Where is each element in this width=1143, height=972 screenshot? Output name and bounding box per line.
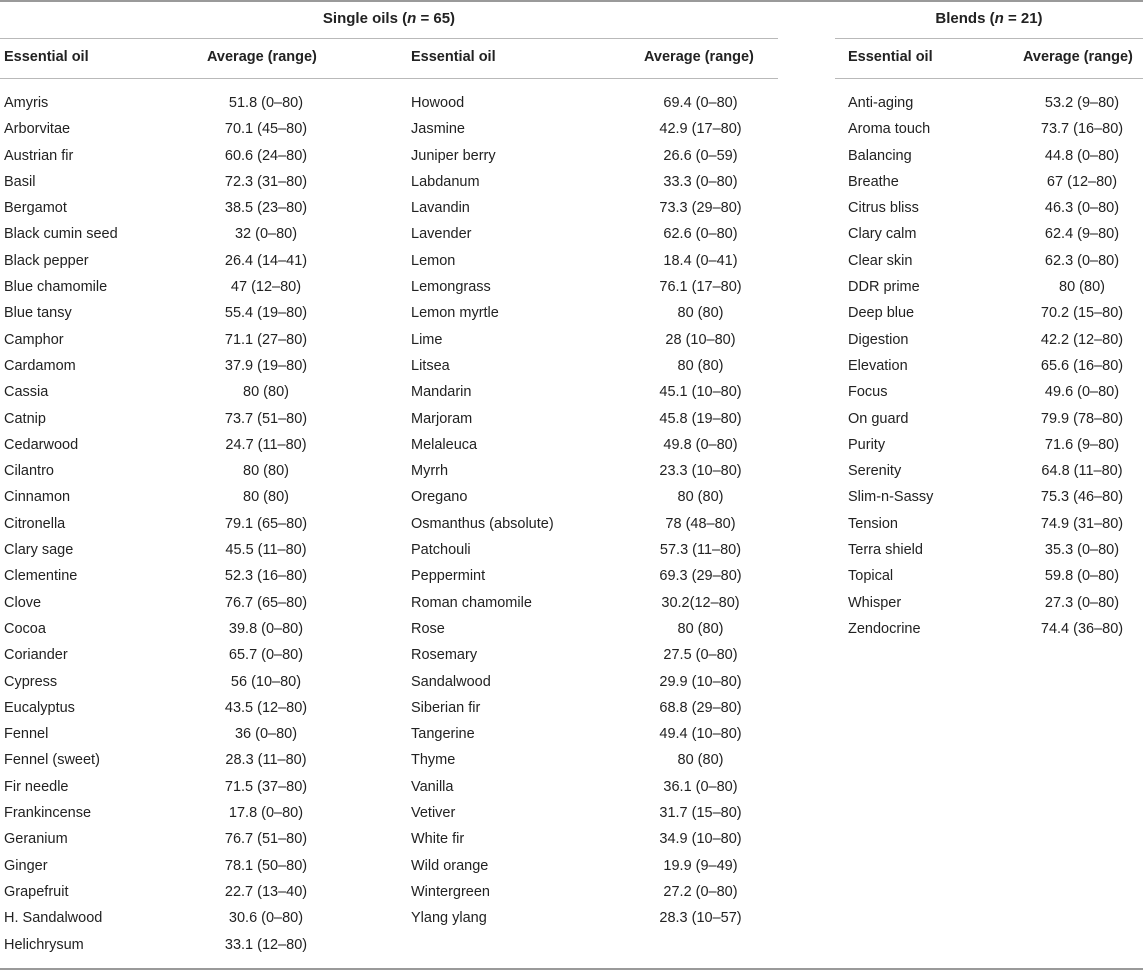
oil-average-range: 73.7 (51–80) [224, 410, 308, 427]
oil-name: Coriander [4, 647, 68, 664]
oil-average-range: 60.6 (24–80) [224, 147, 308, 164]
single-oils-n: n [407, 10, 417, 27]
oil-name: Cocoa [4, 620, 46, 637]
oil-average-range: 33.3 (0–80) [663, 173, 738, 190]
oil-average-range: 80 (80) [243, 384, 289, 401]
oil-name: Black cumin seed [4, 226, 118, 243]
col1-value-header: Average (range) [207, 49, 317, 65]
col1-name-header: Essential oil [4, 49, 89, 65]
oil-name: Serenity [848, 463, 902, 480]
oil-name: Zendocrine [848, 620, 921, 637]
oil-name: Terra shield [848, 542, 923, 559]
oil-average-range: 73.3 (29–80) [659, 200, 742, 217]
oil-average-range: 36.1 (0–80) [663, 778, 738, 795]
oil-name: Mandarin [411, 384, 472, 401]
oil-name: Vanilla [411, 778, 454, 795]
bottom-rule [0, 968, 1143, 970]
oil-name: Breathe [848, 173, 899, 190]
oil-name: Oregano [411, 489, 468, 506]
oil-average-range: 80 (80) [243, 489, 289, 506]
oil-average-range: 71.6 (9–80) [1044, 436, 1120, 453]
oil-average-range: 79.1 (65–80) [224, 515, 308, 532]
oil-average-range: 49.6 (0–80) [1044, 384, 1120, 401]
oil-average-range: 76.1 (17–80) [659, 279, 742, 296]
oil-name: Siberian fir [411, 699, 481, 716]
oil-average-range: 57.3 (11–80) [659, 542, 742, 559]
oil-name: Digestion [848, 331, 909, 348]
oil-average-range: 38.5 (23–80) [224, 200, 308, 217]
oil-name: Lemongrass [411, 279, 491, 296]
oil-average-range: 35.3 (0–80) [1044, 542, 1120, 559]
oil-average-range: 70.1 (45–80) [224, 121, 308, 138]
oil-average-range: 56 (10–80) [230, 673, 302, 690]
oil-name: Topical [848, 568, 894, 585]
oil-average-range: 62.4 (9–80) [1044, 226, 1120, 243]
oil-name: Blue chamomile [4, 279, 108, 296]
oil-average-range: 26.4 (14–41) [224, 252, 308, 269]
oil-name: Tension [848, 515, 898, 532]
oil-name: Cinnamon [4, 489, 71, 506]
oil-average-range: 64.8 (11–80) [1041, 463, 1123, 480]
oil-name: Geranium [4, 831, 68, 848]
oil-average-range: 74.9 (31–80) [1040, 515, 1124, 532]
oil-average-range: 76.7 (51–80) [224, 831, 308, 848]
oil-average-range: 76.7 (65–80) [224, 594, 308, 611]
blends-label: Blends ( [935, 10, 995, 27]
oil-average-range: 28 (10–80) [665, 331, 736, 348]
oil-name: Austrian fir [4, 147, 74, 164]
oil-name: Focus [848, 384, 888, 401]
oil-name: Roman chamomile [411, 594, 532, 611]
oil-name: Amyris [4, 95, 49, 111]
oil-average-range: 36 (0–80) [234, 726, 298, 743]
oil-average-range: 69.4 (0–80) [663, 95, 738, 111]
oil-name: Fennel [4, 726, 49, 743]
oil-average-range: 80 (80) [1059, 279, 1105, 296]
oil-name: Cassia [4, 384, 49, 401]
oil-name: Ylang ylang [411, 910, 487, 927]
oil-name: Purity [848, 436, 886, 453]
oil-average-range: 74.4 (36–80) [1040, 620, 1124, 637]
oil-name: Elevation [848, 357, 908, 374]
oil-average-range: 27.2 (0–80) [663, 883, 738, 900]
blends-group-rule [835, 38, 1143, 39]
oil-name: Lemon myrtle [411, 305, 499, 322]
oil-average-range: 19.9 (9–49) [663, 857, 738, 874]
oil-average-range: 17.8 (0–80) [228, 805, 304, 822]
blends-header-rule [835, 78, 1143, 79]
oil-average-range: 51.8 (0–80) [228, 95, 304, 111]
oil-average-range: 53.2 (9–80) [1044, 95, 1120, 111]
oil-name: Jasmine [411, 121, 465, 138]
oil-average-range: 32 (0–80) [234, 226, 298, 243]
oil-name: Clary sage [4, 542, 74, 559]
oil-name: Juniper berry [411, 147, 496, 164]
oil-name: Vetiver [411, 805, 456, 822]
oil-name: Osmanthus (absolute) [411, 515, 554, 532]
oil-name: Wild orange [411, 857, 489, 874]
oil-average-range: 22.7 (13–40) [224, 883, 308, 900]
oil-average-range: 30.2(12–80) [661, 594, 740, 611]
oil-average-range: 59.8 (0–80) [1044, 568, 1120, 585]
oil-name: Litsea [411, 357, 450, 374]
oil-average-range: 68.8 (29–80) [659, 699, 742, 716]
oil-average-range: 62.6 (0–80) [663, 226, 738, 243]
oil-average-range: 65.7 (0–80) [228, 647, 304, 664]
oil-average-range: 45.5 (11–80) [225, 542, 307, 559]
oil-average-range: 80 (80) [677, 620, 724, 637]
oil-name: Lemon [411, 252, 456, 269]
oil-name: Aroma touch [848, 121, 931, 138]
oil-name: Deep blue [848, 305, 915, 322]
oil-average-range: 42.2 (12–80) [1040, 331, 1124, 348]
oil-average-range: 80 (80) [677, 305, 724, 322]
oil-name: Marjoram [411, 410, 473, 427]
oil-average-range: 26.6 (0–59) [663, 147, 738, 164]
oil-average-range: 80 (80) [677, 489, 724, 506]
oil-name: Slim-n-Sassy [848, 489, 934, 506]
oil-name: Catnip [4, 410, 46, 427]
oil-name: Cedarwood [4, 436, 79, 453]
oil-average-range: 28.3 (11–80) [225, 752, 307, 769]
oil-average-range: 79.9 (78–80) [1040, 410, 1124, 427]
oil-name: Howood [411, 95, 465, 111]
oil-average-range: 34.9 (10–80) [659, 831, 742, 848]
oil-average-range: 43.5 (12–80) [224, 699, 308, 716]
oil-average-range: 24.7 (11–80) [225, 436, 307, 453]
oil-name: Patchouli [411, 542, 471, 559]
oil-average-range: 29.9 (10–80) [659, 673, 742, 690]
oil-average-range: 42.9 (17–80) [659, 121, 742, 138]
blends-n: n [994, 10, 1004, 27]
oil-name: Lavandin [411, 200, 470, 217]
oil-name: Whisper [848, 594, 902, 611]
oil-name: Lavender [411, 226, 472, 243]
oil-name: Fir needle [4, 778, 69, 795]
single-group-rule [0, 38, 778, 39]
oil-name: Fennel (sweet) [4, 752, 100, 769]
oil-average-range: 80 (80) [677, 357, 724, 374]
oil-average-range: 78 (48–80) [665, 515, 736, 532]
oil-average-range: 80 (80) [677, 752, 724, 769]
oil-name: Balancing [848, 147, 912, 164]
oil-average-range: 49.8 (0–80) [663, 436, 738, 453]
oil-average-range: 18.4 (0–41) [663, 252, 738, 269]
oil-name: Labdanum [411, 173, 480, 190]
oil-average-range: 70.2 (15–80) [1040, 305, 1124, 322]
oil-name: Camphor [4, 331, 64, 348]
oil-average-range: 71.5 (37–80) [224, 778, 308, 795]
oil-name: Anti-aging [848, 95, 914, 111]
oil-average-range: 27.3 (0–80) [1044, 594, 1120, 611]
oil-name: Cardamom [4, 357, 76, 374]
col3-value-header: Average (range) [1023, 49, 1133, 65]
oil-name: Melaleuca [411, 436, 478, 453]
oil-average-range: 49.4 (10–80) [659, 726, 742, 743]
oil-name: Blue tansy [4, 305, 72, 322]
oil-average-range: 80 (80) [243, 463, 289, 480]
oil-name: Tangerine [411, 726, 475, 743]
oil-average-range: 52.3 (16–80) [224, 568, 308, 585]
oil-name: H. Sandalwood [4, 910, 103, 927]
oil-average-range: 69.3 (29–80) [659, 568, 742, 585]
oil-name: Clementine [4, 568, 78, 585]
col2-value-header: Average (range) [644, 49, 754, 65]
oil-name: Citronella [4, 515, 66, 532]
oil-average-range: 30.6 (0–80) [228, 910, 304, 927]
oil-average-range: 45.1 (10–80) [659, 384, 742, 401]
oil-name: On guard [848, 410, 909, 427]
oil-name: Citrus bliss [848, 200, 919, 217]
single-oils-heading [0, 10, 778, 27]
col3-name-header: Essential oil [848, 49, 933, 65]
oil-average-range: 45.8 (19–80) [659, 410, 742, 427]
oil-average-range: 62.3 (0–80) [1044, 252, 1120, 269]
oil-name: Cypress [4, 673, 58, 690]
oil-average-range: 72.3 (31–80) [224, 173, 308, 190]
oil-name: Rose [411, 620, 445, 637]
oil-name: Black pepper [4, 252, 89, 269]
oil-name: Bergamot [4, 200, 67, 217]
oil-average-range: 46.3 (0–80) [1044, 200, 1120, 217]
oil-name: Clear skin [848, 252, 913, 269]
oil-average-range: 39.8 (0–80) [228, 620, 304, 637]
oil-average-range: 44.8 (0–80) [1044, 147, 1120, 164]
oil-name: Thyme [411, 752, 456, 769]
blends-count: = 21) [1003, 10, 1043, 27]
oil-name: Lime [411, 331, 443, 348]
oil-average-range: 78.1 (50–80) [224, 857, 308, 874]
oil-name: Frankincense [4, 805, 92, 822]
oil-average-range: 71.1 (27–80) [224, 331, 308, 348]
oil-name: Sandalwood [411, 673, 491, 690]
oil-average-range: 67 (12–80) [1046, 173, 1118, 190]
oil-average-range: 65.6 (16–80) [1040, 357, 1124, 374]
oil-name: Clove [4, 594, 42, 611]
oil-name: DDR prime [848, 279, 920, 296]
oil-name: Grapefruit [4, 883, 69, 900]
oil-average-range: 55.4 (19–80) [224, 305, 308, 322]
single-oils-label: Single oils ( [322, 10, 408, 27]
oil-average-range: 73.7 (16–80) [1040, 121, 1124, 138]
oil-name: Myrrh [411, 463, 449, 480]
oil-name: Cilantro [4, 463, 54, 480]
oil-name: Wintergreen [411, 883, 490, 900]
col2-name-header: Essential oil [411, 49, 496, 65]
oil-name: Helichrysum [4, 936, 84, 953]
oil-average-range: 23.3 (10–80) [659, 463, 742, 480]
oil-name: Ginger [4, 857, 48, 874]
oil-name: Arborvitae [4, 121, 71, 138]
oil-average-range: 31.7 (15–80) [659, 805, 742, 822]
oil-name: Basil [4, 173, 36, 190]
oil-name: Rosemary [411, 647, 478, 664]
oil-name: Clary calm [848, 226, 917, 243]
oil-average-range: 75.3 (46–80) [1040, 489, 1124, 506]
single-header-rule [0, 78, 778, 79]
oil-average-range: 28.3 (10–57) [659, 910, 742, 927]
blends-heading [835, 10, 1143, 27]
single-oils-count: = 65) [416, 10, 456, 27]
oil-average-range: 33.1 (12–80) [224, 936, 308, 953]
oil-average-range: 27.5 (0–80) [663, 647, 738, 664]
oil-name: Peppermint [411, 568, 486, 585]
oil-name: Eucalyptus [4, 699, 75, 716]
top-rule [0, 0, 1143, 2]
oil-average-range: 37.9 (19–80) [224, 357, 308, 374]
oil-average-range: 47 (12–80) [230, 279, 302, 296]
oil-name: White fir [411, 831, 465, 848]
